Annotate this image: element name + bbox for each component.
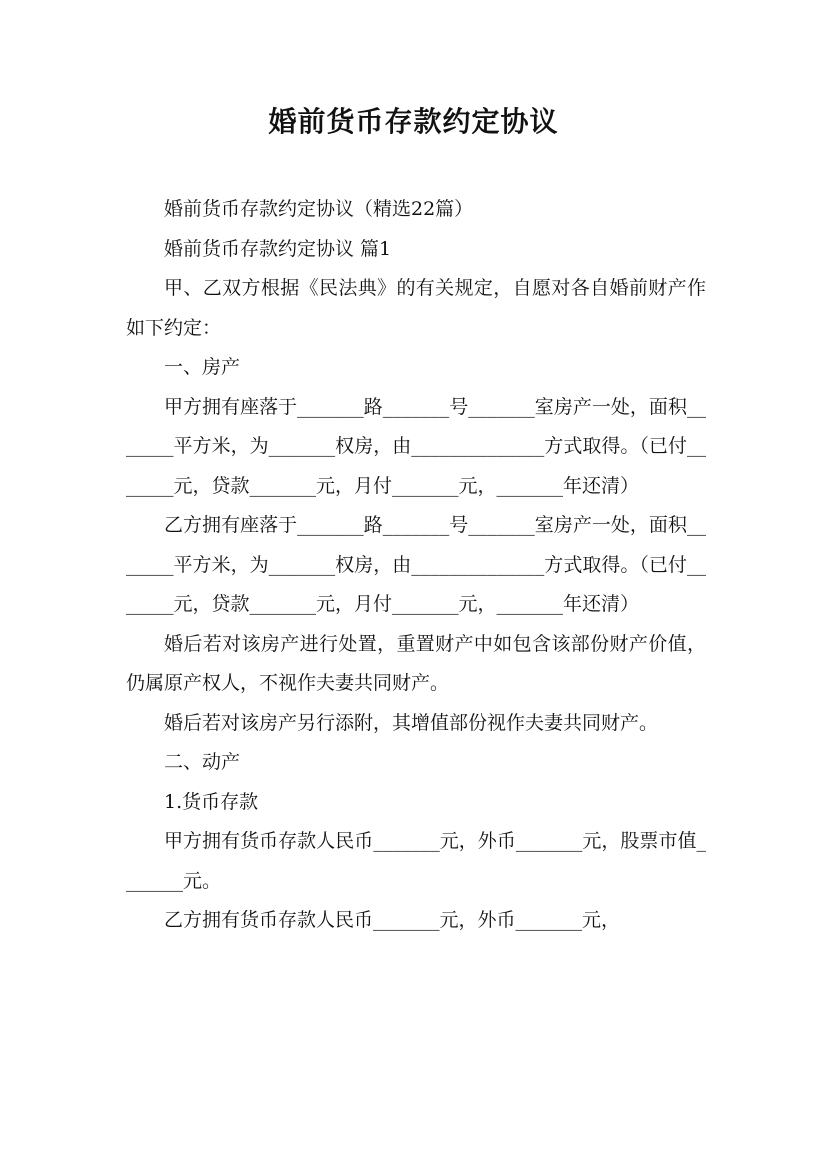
paragraph-property-disposal: 婚后若对该房产进行处置，重置财产中如包含该部份财产价值，仍属原产权人，不视作夫妻共同财产。: [126, 632, 706, 694]
paragraph-subtitle: 婚前货币存款约定协议（精选22篇）: [164, 198, 474, 220]
paragraph-party-a-deposits: 甲方拥有货币存款人民币_______元，外币_______元，股票市值_______元。: [126, 830, 706, 892]
paragraph-section-heading: 婚前货币存款约定协议 篇1: [164, 237, 392, 260]
paragraph-heading-real-estate: 一、房产: [164, 356, 241, 378]
paragraph-property-addition: 婚后若对该房产另行添附，其增值部份视作夫妻共同财产。: [164, 711, 659, 734]
paragraph-party-b-property: 乙方拥有座落于_______路_______号_______室房产一处，面积_______平方米，为_______权房，由______________方式取得。（已付_______元，贷款_______元，月付_______元，_______年还清）: [126, 514, 706, 615]
document-body: [126, 190, 706, 941]
paragraph-heading-deposits: 1.货币存款: [164, 790, 259, 813]
document-title: 婚前货币存款约定协议: [268, 105, 559, 138]
paragraph-party-a-property: 甲方拥有座落于_______路_______号_______室房产一处，面积_______平方米，为_______权房，由______________方式取得。（已付_______元，贷款_______元，月付_______元，_______年还清）: [126, 395, 706, 497]
paragraph-intro: 甲、乙双方根据《民法典》的有关规定，自愿对各自婚前财产作如下约定：: [126, 277, 706, 339]
paragraph-heading-movables: 二、动产: [164, 751, 241, 773]
paragraph-party-b-deposits: 乙方拥有货币存款人民币_______元，外币_______元，: [164, 909, 621, 931]
